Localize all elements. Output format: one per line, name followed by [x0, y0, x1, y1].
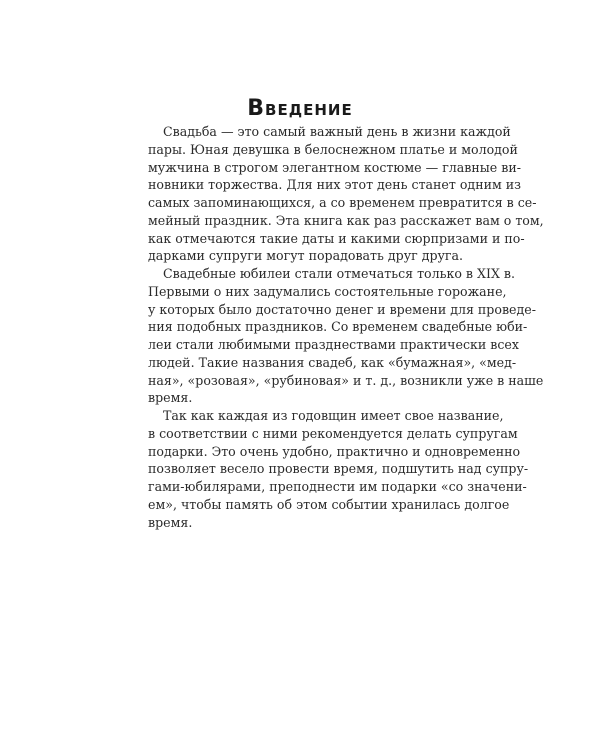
text-line: мужчина в строгом элегантном костюме — главные ви- — [148, 159, 521, 175]
text-line: в соответствии с ними рекомендуется делать супругам — [148, 425, 518, 441]
text-line: новники торжества. Для них этот день станет одним из — [148, 177, 522, 193]
text-line: время. — [148, 390, 193, 406]
text-line: Свадебные юбилеи стали отмечаться только в XIX в. — [163, 266, 516, 281]
text-line: леи стали любимыми празднествами практически всех — [148, 337, 519, 352]
text-line: гами-юбилярами, преподнести им подарки «со значени- — [148, 479, 527, 494]
text-line: Свадьба — это самый важный день в жизни каждой — [163, 124, 511, 139]
text-line: у которых было достаточно денег и времени для проведе- — [148, 301, 536, 317]
text-line: как отмечаются такие даты и какими сюрпризами и по- — [148, 230, 525, 246]
text-line: людей. Такие названия свадеб, как «бумажная», «мед- — [148, 354, 517, 370]
text-line: мейный праздник. Эта книга как раз расскажет вам о том, — [148, 212, 544, 228]
text-line: пары. Юная девушка в белоснежном платье и молодой — [148, 141, 518, 157]
text-line: позволяет весело провести время, подшутить над супру- — [148, 461, 529, 477]
body-text — [148, 123, 544, 531]
text-line: ния подобных праздников. Со временем свадебные юби- — [148, 319, 528, 335]
text-line: Первыми о них задумались состоятельные горожане, — [148, 283, 507, 299]
text-line: подарки. Это очень удобно, практично и одновременно — [148, 443, 521, 459]
text-line: дарками супруги могут порадовать друг друга. — [148, 248, 464, 264]
chapter-title: Введение — [247, 96, 353, 121]
text-line: Так как каждая из годовщин имеет свое название, — [163, 408, 504, 423]
text-line: ем», чтобы память об этом событии хранилась долгое — [148, 496, 510, 512]
text-line: время. — [148, 514, 193, 530]
text-line: самых запоминающихся, а со временем превратится в се- — [148, 195, 537, 210]
text-line: ная», «розовая», «рубиновая» и т. д., возникли уже в наше — [148, 372, 544, 388]
